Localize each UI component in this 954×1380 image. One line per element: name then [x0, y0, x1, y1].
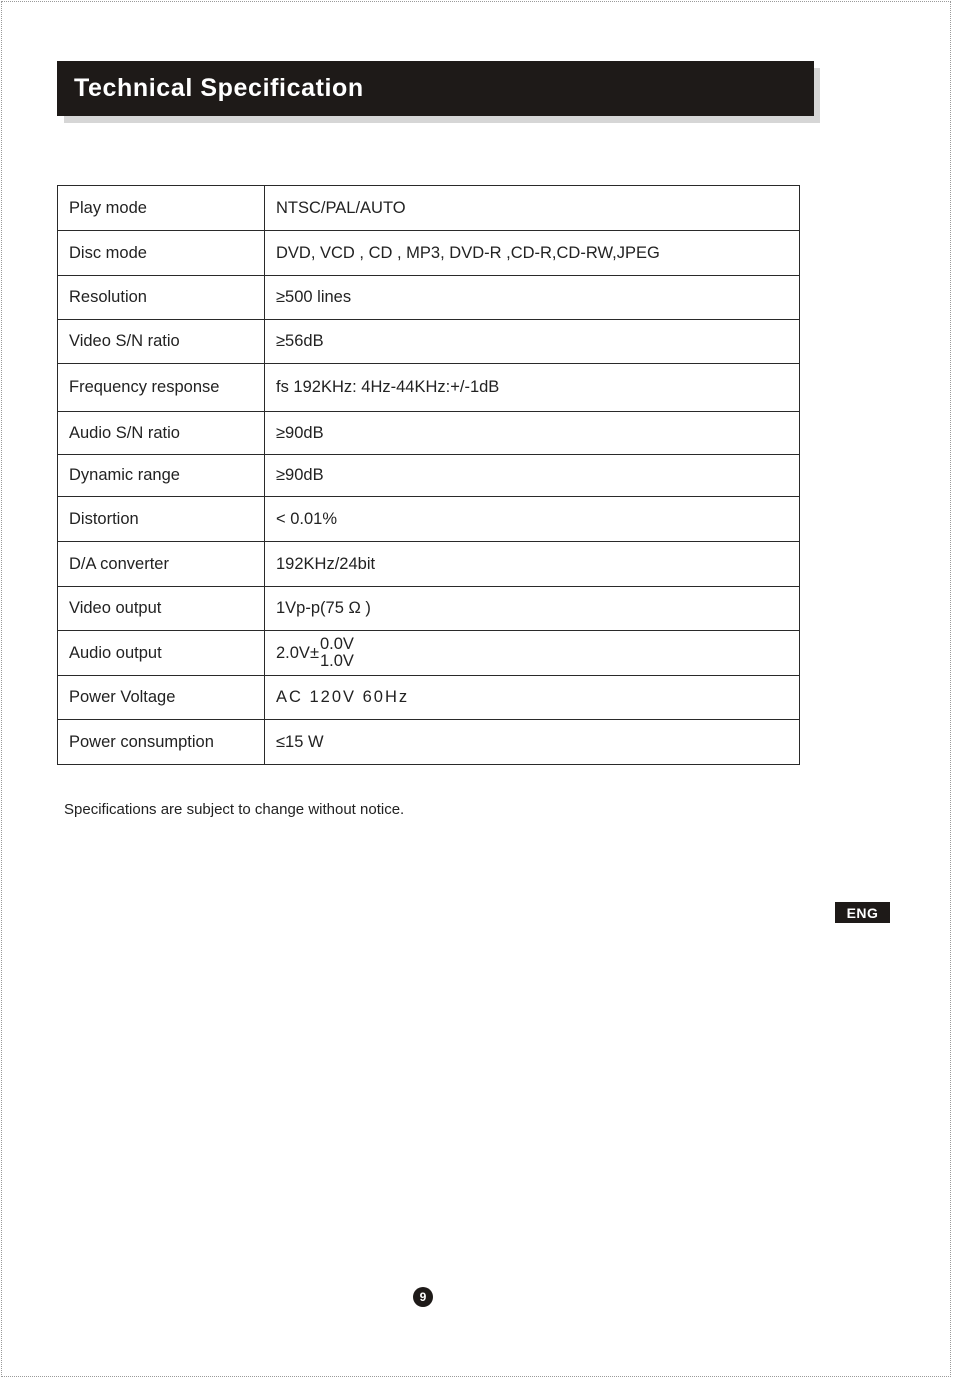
spec-label: Dynamic range — [58, 455, 265, 497]
spec-label: Frequency response — [58, 364, 265, 412]
header-bar — [57, 61, 814, 116]
spec-label: Video S/N ratio — [58, 320, 265, 364]
spec-value: ≤15 W — [265, 720, 800, 765]
audio-output-tolerance — [320, 636, 354, 670]
spec-value: NTSC/PAL/AUTO — [265, 186, 800, 231]
spec-value: ≥56dB — [265, 320, 800, 364]
spec-label: Audio output — [58, 631, 265, 676]
spec-value: < 0.01% — [265, 497, 800, 542]
spec-label: Resolution — [58, 276, 265, 320]
table-row — [58, 412, 800, 455]
spec-value: DVD, VCD , CD , MP3, DVD-R ,CD-R,CD-RW,JPEG — [265, 231, 800, 276]
audio-output-value — [276, 636, 354, 670]
spec-label: Power consumption — [58, 720, 265, 765]
audio-output-upper: 0.0V — [320, 635, 354, 653]
spec-label: Disc mode — [58, 231, 265, 276]
audio-output-base: 2.0V± — [276, 643, 319, 662]
spec-label: Play mode — [58, 186, 265, 231]
spec-label: Audio S/N ratio — [58, 412, 265, 455]
audio-output-lower: 1.0V — [320, 652, 354, 670]
spec-value: AC 120V 60Hz — [265, 676, 800, 720]
language-badge: ENG — [835, 902, 890, 923]
spec-label: Power Voltage — [58, 676, 265, 720]
table-row — [58, 231, 800, 276]
spec-value — [265, 631, 800, 676]
spec-value: fs 192KHz: 4Hz-44KHz:+/-1dB — [265, 364, 800, 412]
table-row — [58, 186, 800, 231]
spec-value: ≥90dB — [265, 455, 800, 497]
notice-text: Specifications are subject to change without notice. — [64, 801, 405, 818]
table-row — [58, 587, 800, 631]
table-row — [58, 631, 800, 676]
page-number: 9 — [413, 1287, 433, 1307]
table-row — [58, 276, 800, 320]
table-row — [58, 320, 800, 364]
page-title: Technical Specification — [74, 74, 364, 102]
spec-table — [57, 185, 800, 765]
table-row — [58, 676, 800, 720]
spec-label: Video output — [58, 587, 265, 631]
spec-label: D/A converter — [58, 542, 265, 587]
spec-value: 1Vp-p(75 Ω ) — [265, 587, 800, 631]
table-row — [58, 542, 800, 587]
spec-label: Distortion — [58, 497, 265, 542]
spec-value: 192KHz/24bit — [265, 542, 800, 587]
spec-value: ≥90dB — [265, 412, 800, 455]
spec-value: ≥500 lines — [265, 276, 800, 320]
table-row — [58, 720, 800, 765]
table-row — [58, 497, 800, 542]
table-row — [58, 455, 800, 497]
table-row — [58, 364, 800, 412]
